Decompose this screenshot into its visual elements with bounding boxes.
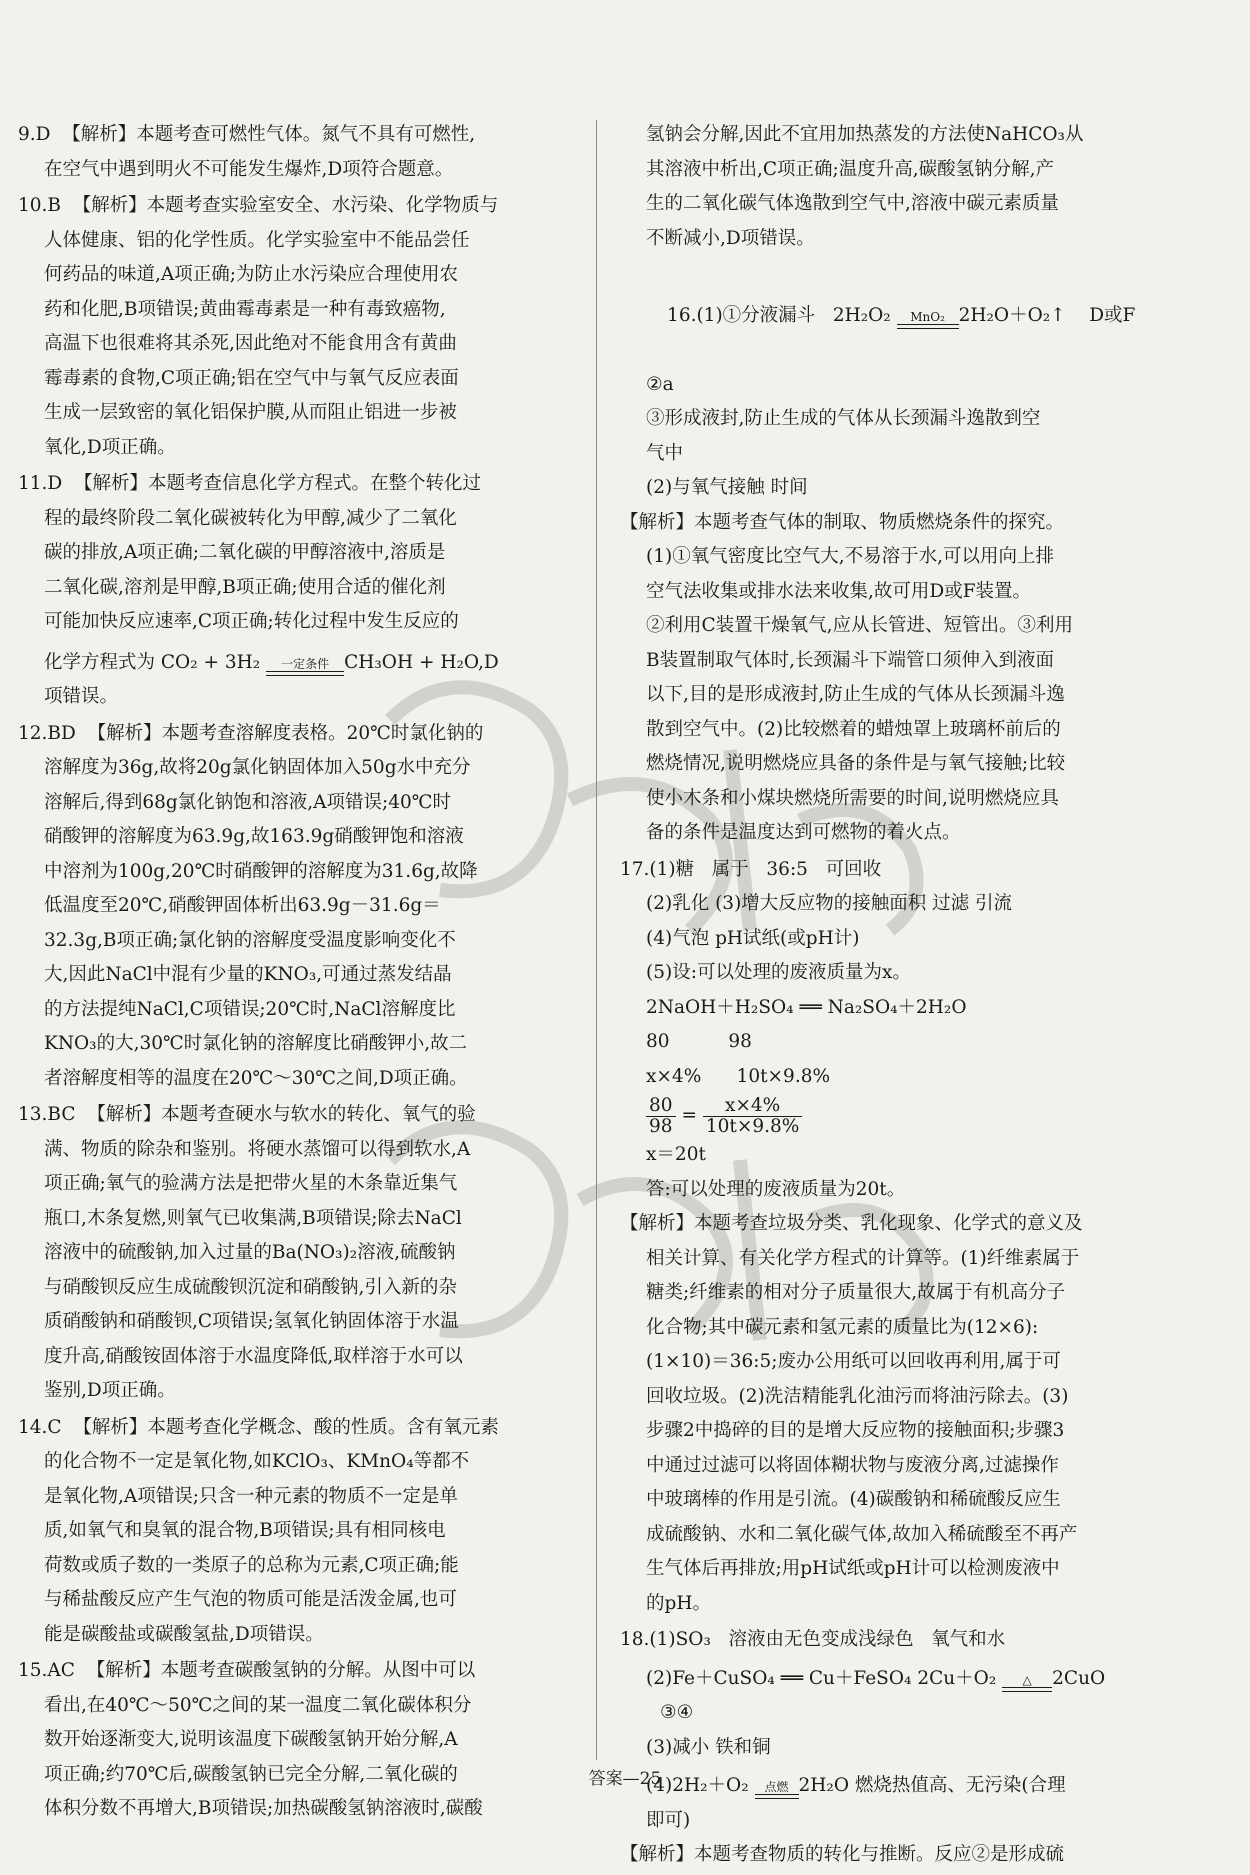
q11-equation [18,640,563,681]
q16-line: ③形成液封,防止生成的气体从长颈漏斗逸散到空 [646,408,1041,429]
q18-line-2 [620,1658,1165,1697]
right-column [620,118,1165,1875]
q17-analysis-line: 中玻璃棒的作用是引流。(4)碳酸钠和稀硫酸反应生 [646,1489,1061,1510]
question-15 [18,1654,563,1827]
q10-line: 霉毒素的食物,C项正确;铝在空气中与氧气反应表面 [44,367,459,389]
q17-analysis-line: (1×10)＝36:5;废办公用纸可以回收再利用,属于可 [646,1351,1061,1372]
q11-line: 项错误。 [44,686,119,707]
column-divider [596,120,597,1760]
q13-line: 13.BC 【解析】本题考查硬水与软水的转化、氧气的验 [18,1104,476,1125]
q15-line: 看出,在40℃～50℃之间的某一温度二氧化碳体积分 [44,1694,472,1716]
q16-line: ②a [646,373,674,395]
q14-line: 荷数或质子数的一类原子的总称为元素,C项正确;能 [44,1554,459,1576]
question-18 [620,1623,1165,1873]
q15-line: 数开始逐渐变大,说明该温度下碳酸氢钠开始分解,A [44,1729,458,1750]
page-number: 答案—25 [588,1769,662,1789]
q10-line: 氧化,D项正确。 [44,436,176,458]
question-14 [18,1411,563,1653]
q14-line: 质,如氧气和臭氧的混合物,B项错误;具有相同核电 [44,1520,446,1541]
q18-l2-right: 2CuO [1052,1667,1106,1689]
q16-line: 气中 [646,442,684,464]
q17-analysis-line: 化合物;其中碳元素和氢元素的质量比为(12×6): [646,1316,1039,1338]
q17-analysis-line: 的pH。 [646,1592,711,1614]
q12-line: 溶解后,得到68g氯化钠饱和溶液,A项错误;40℃时 [44,791,451,813]
q11-line: 11.D 【解析】本题考查信息化学方程式。在整个转化过 [18,473,482,494]
q15-line: 项正确;约70℃后,碳酸氢钠已完全分解,二氧化碳的 [44,1763,458,1785]
q18-l5-right: 2H₂O 燃烧热值高、无污染(合理 [798,1775,1066,1796]
q18-line: 18.(1)SO₃ 溶液由无色变成浅绿色 氧气和水 [620,1629,1006,1650]
q12-line: 的方法提纯NaCl,C项错误;20℃时,NaCl溶解度比 [44,998,456,1020]
q12-line: 中溶剂为100g,20℃时硝酸钾的溶解度为31.6g,故降 [44,860,478,882]
q17-analysis-line: 糖类;纤维素的相对分子质量很大,故属于有机高分子 [646,1282,1066,1303]
q17-result: x＝20t [646,1144,706,1165]
q18-line: ③④ [660,1702,694,1723]
q17-analysis-line: 生气体后再排放;用pH试纸或pH计可以检测废液中 [646,1558,1060,1579]
q14-line: 与稀盐酸反应产生气泡的物质可能是活泼金属,也可 [44,1589,457,1610]
q16-analysis-line: B装置制取气体时,长颈漏斗下端管口须伸入到液面 [646,649,1054,671]
q17-analysis-line: 步骤2中捣碎的目的是增大反应物的接触面积;步骤3 [646,1420,1065,1441]
q15-cont-line: 其溶液中析出,C项正确;温度升高,碳酸氢钠分解,产 [646,158,1055,180]
q17-answer: 答:可以处理的废液质量为20t。 [646,1178,906,1200]
q16-analysis-line: 备的条件是温度达到可燃物的着火点。 [646,822,961,843]
q10-line: 10.B 【解析】本题考查实验室安全、水污染、化学物质与 [18,195,499,216]
question-16 [620,264,1165,851]
q9-line: 在空气中遇到明火不可能发生爆炸,D项符合题意。 [44,158,454,180]
q14-line: 是氧化物,A项错误;只含一种元素的物质不一定是单 [44,1485,458,1507]
fraction-right [703,1096,802,1137]
q17-proportion [620,1094,1165,1138]
q15-cont-line: 不断减小,D项错误。 [646,227,815,249]
q16-analysis-line: 散到空气中。(2)比较燃着的蜡烛罩上玻璃杯前后的 [646,718,1061,740]
q17-analysis-line: 中通过过滤可以将固体糊状物与废液分离,过滤操作 [646,1454,1059,1476]
q15-cont-line: 生的二氧化碳气体逸散到空气中,溶液中碳元素质量 [646,193,1059,214]
q18-line: (3)减小 铁和铜 [646,1736,771,1758]
q14-line: 能是碳酸盐或碳酸氢盐,D项错误。 [44,1623,324,1645]
q11-eq-left: 化学方程式为 CO₂ + 3H₂ [44,651,267,673]
q10-line: 何药品的味道,A项正确;为防止水污染应合理使用农 [44,264,458,285]
q14-line: 14.C 【解析】本题考查化学概念、酸的性质。含有氧元素 [18,1416,499,1438]
question-12 [18,717,563,1097]
q12-line: 者溶解度相等的温度在20℃～30℃之间,D项正确。 [44,1067,468,1089]
fraction-numerator: x×4% [703,1096,802,1117]
q17-equation: 2NaOH＋H₂SO₄ ══ Na₂SO₄＋2H₂O [646,996,967,1018]
q10-line: 药和化肥,B项错误;黄曲霉毒素是一种有毒致癌物, [44,298,446,320]
q10-line: 生成一层致密的氧化铝保护膜,从而阻止铝进一步被 [44,402,457,423]
q16-analysis-line: 以下,目的是形成液封,防止生成的气体从长颈漏斗逸 [646,684,1065,705]
q17-molar-mass: 80 98 [646,1031,752,1052]
q12-line: 硝酸钾的溶解度为63.9g,故163.9g硝酸钾饱和溶液 [44,826,464,847]
q11-line: 二氧化碳,溶剂是甲醇,B项正确;使用合适的催化剂 [44,576,446,598]
q13-line: 满、物质的除杂和鉴别。将硬水蒸馏可以得到软水,A [44,1138,471,1160]
left-column [18,118,563,1829]
question-17 [620,853,1165,1622]
q17-analysis-line: 相关计算、有关化学方程式的计算等。(1)纤维素属于 [646,1247,1080,1269]
reaction-condition-arrow [266,658,344,676]
q16-analysis-line: ②利用C装置干燥氧气,应从长管进、短管出。③利用 [646,615,1074,636]
q18-line: 即可) [646,1809,691,1831]
q17-line: (4)气泡 pH试纸(或pH计) [646,927,860,949]
q18-l5-left: (4)2H₂＋O₂ [646,1775,755,1796]
question-11 [18,467,563,715]
q16-analysis-line: 空气法收集或排水法来收集,故可用D或F装置。 [646,580,1032,602]
q16-analysis-line: 燃烧情况,说明燃烧应具备的条件是与氧气接触;比较 [646,753,1066,774]
q11-eq-right: CH₃OH + H₂O,D [344,651,499,673]
q13-line: 鉴别,D项正确。 [44,1380,176,1401]
q17-line: (2)乳化 (3)增大反应物的接触面积 过滤 引流 [646,893,1013,914]
q12-line: 溶解度为36g,故将20g氯化钠固体加入50g水中充分 [44,757,471,778]
q12-line: 低温度至20℃,硝酸钾固体析出63.9g－31.6g＝ [44,895,441,916]
q18-analysis-line: 【解析】本题考查物质的转化与推断。反应②是形成硫 [620,1844,1065,1865]
q15-line: 体积分数不再增大,B项错误;加热碳酸氢钠溶液时,碳酸 [44,1798,483,1819]
q13-line: 项正确;氧气的验满方法是把带火星的木条靠近集气 [44,1173,458,1194]
q15-cont-line: 氢钠会分解,因此不宜用加热蒸发的方法使NaHCO₃从 [646,124,1084,145]
q16-line: (2)与氧气接触 时间 [646,477,808,498]
q11-line: 碳的排放,A项正确;二氧化碳的甲醇溶液中,溶质是 [44,542,446,563]
q12-line: 12.BD 【解析】本题考查溶解度表格。20℃时氯化钠的 [18,722,484,744]
reaction-condition: 一定条件 [281,656,330,671]
equals-sign: = [681,1105,697,1126]
q12-line: 32.3g,B项正确;氯化钠的溶解度受温度影响变化不 [44,929,456,951]
q14-line: 的化合物不一定是氧化物,如KClO₃、KMnO₄等都不 [44,1451,470,1472]
q17-analysis-line: 成硫酸钠、水和二氧化碳气体,故加入稀硫酸至不再产 [646,1523,1078,1545]
q16-l1-left: 16.(1)①分液漏斗 2H₂O₂ [667,304,897,326]
q11-line: 可能加快反应速率,C项正确;转化过程中发生反应的 [44,611,459,632]
q17-quantities: x×4% 10t×9.8% [646,1065,831,1087]
fraction-denominator: 98 [649,1115,673,1137]
q12-line: KNO₃的大,30℃时氯化钠的溶解度比硝酸钾小,故二 [44,1033,468,1054]
question-13 [18,1098,563,1409]
q10-line: 人体健康、铝的化学性质。化学实验室中不能品尝任 [44,229,470,251]
q10-line: 高温下也很难将其杀死,因此绝对不能食用含有黄曲 [44,333,457,354]
q17-analysis-line: 【解析】本题考查垃圾分类、乳化现象、化学式的意义及 [620,1213,1083,1234]
q18-l2-left: (2)Fe＋CuSO₄ ══ Cu＋FeSO₄ 2Cu＋O₂ [646,1667,1003,1689]
reaction-condition-arrow [897,311,959,329]
q15-line: 15.AC 【解析】本题考查碳酸氢钠的分解。从图中可以 [18,1660,476,1681]
q11-line: 程的最终阶段二氧化碳被转化为甲醇,减少了二氧化 [44,507,457,529]
q16-analysis-line: 【解析】本题考查气体的制取、物质燃烧条件的探究。 [620,511,1065,533]
q9-line: 9.D 【解析】本题考查可燃性气体。氮气不具有可燃性, [18,124,476,145]
q16-analysis-line: (1)①氧气密度比空气大,不易溶于水,可以用向上排 [646,546,1054,567]
q13-line: 瓶口,木条复燃,则氧气已收集满,B项错误;除去NaCl [44,1207,462,1229]
question-15-continued [620,118,1165,256]
fraction-left [646,1096,676,1137]
q12-line: 大,因此NaCl中混有少量的KNO₃,可通过蒸发结晶 [44,964,452,985]
q16-analysis-line: 使小木条和小煤块燃烧所需要的时间,说明燃烧应具 [646,787,1059,809]
reaction-condition: △ [1022,1672,1032,1687]
q17-line: (5)设:可以处理的废液质量为x。 [646,962,911,983]
q13-line: 质硝酸钠和硝酸钡,C项错误;氢氧化钠固体溶于水温 [44,1311,459,1332]
question-9 [18,118,563,187]
q16-line-1 [620,264,1165,368]
q16-l1-right: 2H₂O＋O₂↑ D或F [958,304,1136,326]
question-10 [18,189,563,465]
fraction-numerator: 80 [646,1096,676,1117]
q13-line: 与硝酸钡反应生成硫酸钡沉淀和硝酸钠,引入新的杂 [44,1276,457,1298]
q17-analysis-line: 回收垃圾。(2)洗洁精能乳化油污而将油污除去。(3) [646,1385,1069,1407]
q17-line: 17.(1)糖 属于 36:5 可回收 [620,858,882,880]
fraction-denominator: 10t×9.8% [705,1115,800,1137]
reaction-condition-arrow [1002,1674,1052,1692]
q13-line: 溶液中的硫酸钠,加入过量的Ba(NO₃)₂溶液,硫酸钠 [44,1242,456,1263]
reaction-condition: 点燃 [764,1780,789,1794]
q13-line: 度升高,硝酸铵固体溶于水温度降低,取样溶于水可以 [44,1345,463,1367]
reaction-condition: MnO₂ [910,309,945,324]
